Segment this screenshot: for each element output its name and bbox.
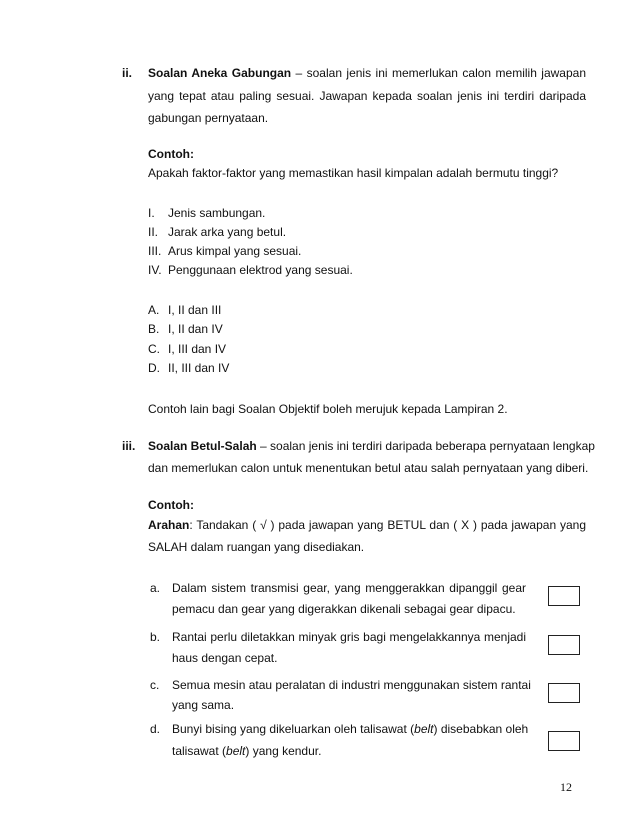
statement-text: Jenis sambungan. [168,206,266,220]
tf-item-text-1b: belt [414,722,434,736]
section-ii-question: Apakah faktor-faktor yang memastikan hasil kimpalan adalah bermutu tinggi? [148,166,559,180]
arahan-label: Arahan [148,518,190,532]
statement-item [148,225,586,239]
section-ii-desc-1: – soalan jenis ini memerlukan calon memilih jawapan [291,66,586,80]
statement-number: IV. [148,263,162,277]
section-iii-arahan-line-1 [148,518,586,532]
statement-text: Jarak arka yang betul. [168,225,287,239]
tf-item-text-2c: ) yang kendur. [245,744,322,758]
tf-item-text-1a: Bunyi bising yang dikeluarkan oleh talisawat ( [172,722,415,736]
section-iii-heading: Soalan Betul-Salah [148,439,257,453]
tf-item-text-1: Dalam sistem transmisi gear, yang menggerakkan dipanggil gear [172,581,526,595]
option-item [148,303,586,317]
section-ii-heading: Soalan Aneka Gabungan [148,66,292,80]
tf-item-text-1: Rantai perlu diletakkan minyak gris bagi mengelakkannya menjadi [172,630,526,644]
option-letter: B. [148,322,160,336]
section-ii-line-1 [148,66,586,80]
statement-item [148,263,586,277]
tf-item-letter: d. [150,722,161,736]
section-iii-line-1 [148,439,595,453]
tf-item-text-1: Semua mesin atau peralatan di industri menggunakan sistem rantai [172,678,531,692]
statement-item [148,206,586,220]
option-text: I, II dan IV [168,322,223,336]
option-text: I, II dan III [168,303,222,317]
tf-item-text-2b: belt [226,744,246,758]
option-item [148,322,586,336]
section-ii-desc-2: yang tepat atau paling sesuai. Jawapan kepada soalan jenis ini terdiri daripada [148,89,586,103]
tf-item-text-1 [172,722,529,736]
section-ii-number: ii. [122,66,133,80]
tf-item-letter: a. [150,581,161,595]
option-text: I, III dan IV [168,342,227,356]
tf-item-letter: b. [150,630,161,644]
statement-number: II. [148,225,159,239]
option-letter: D. [148,361,160,375]
option-item [148,342,586,356]
tf-item-text-1c: ) disebabkan oleh [433,722,529,736]
arahan-text-1: : Tandakan ( √ ) pada jawapan yang BETUL dan ( X ) pada jawapan yang [189,518,586,532]
section-iii-arahan-line-2: SALAH dalam ruangan yang disediakan. [148,540,365,554]
option-item [148,361,586,375]
page-number: 12 [560,780,572,794]
tf-item-text-2: yang sama. [172,698,235,712]
section-iii-desc-2: dan memerlukan calon untuk menentukan betul atau salah pernyataan yang diberi. [148,461,589,475]
answer-box[interactable] [548,635,580,655]
section-ii-contoh: Contoh: [148,147,194,161]
statement-number: III. [148,244,162,258]
statement-text: Penggunaan elektrod yang sesuai. [168,263,353,277]
section-iii-contoh: Contoh: [148,498,194,512]
option-letter: C. [148,342,160,356]
option-text: II, III dan IV [168,361,230,375]
tf-item-text-2: haus dengan cepat. [172,651,278,665]
answer-box[interactable] [548,731,580,751]
answer-box[interactable] [548,683,580,703]
option-letter: A. [148,303,160,317]
answer-box[interactable] [548,586,580,606]
section-ii-note: Contoh lain bagi Soalan Objektif boleh merujuk kepada Lampiran 2. [148,402,508,416]
section-iii-number: iii. [122,439,136,453]
tf-item-letter: c. [150,678,160,692]
tf-item-text-2a: talisawat ( [172,744,227,758]
section-ii-desc-3: gabungan pernyataan. [148,111,269,125]
statement-text: Arus kimpal yang sesuai. [168,244,302,258]
statement-item [148,244,586,258]
tf-item-text-2 [172,744,526,758]
section-iii-desc-1: – soalan jenis ini terdiri daripada beberapa pernyataan lengkap [256,439,595,453]
statement-number: I. [148,206,155,220]
tf-item-text-2: pemacu dan gear yang digerakkan dikenali sebagai gear dipacu. [172,602,516,616]
